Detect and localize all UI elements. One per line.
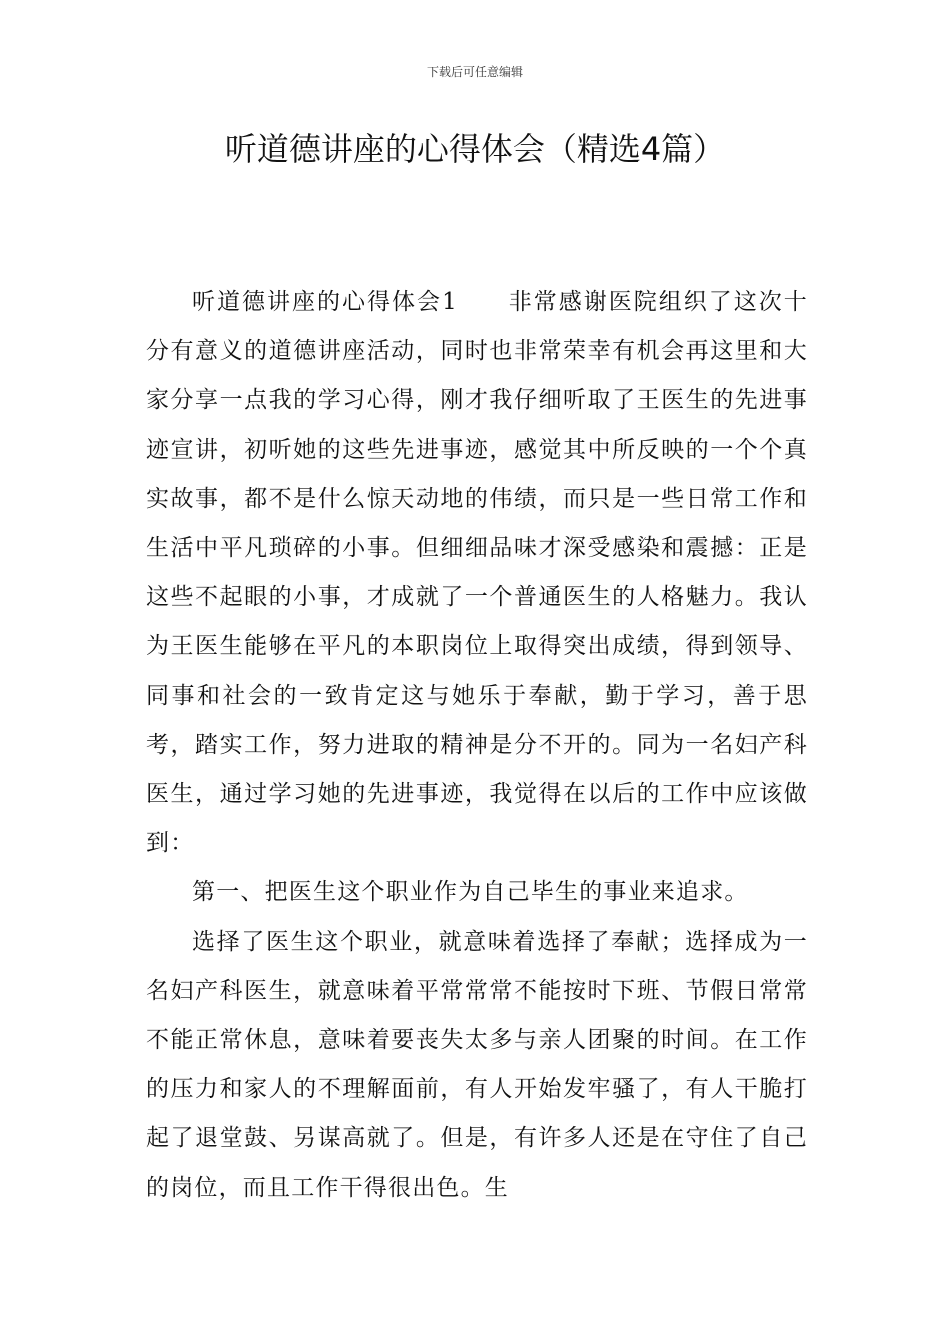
paragraph-1: 听道德讲座的心得体会1 非常感谢医院组织了这次十分有意义的道德讲座活动，同时也非常荣幸有机会再这里和大家分享一点我的学习心得，刚才我仔细听取了王医生的先进事迹宣讲，初听她的这些先进事迹，感觉其中所反映的一个个真实故事，都不是什么惊天动地的伟绩，而只是一些日常工作和生活中平凡琐碎的小事。但细细品味才深受感染和震撼：正是这些不起眼的小事，才成就了一个普通医生的人格魅力。我认为王医生能够在平凡的本职岗位上取得突出成绩，得到领导、同事和社会的一致肯定这与她乐于奉献，勤于学习，善于思考，踏实工作，努力进取的精神是分不开的。同为一名妇产科医生，通过学习她的先进事迹，我觉得在以后的工作中应该做到：	[146, 289, 808, 857]
paragraph-3: 选择了医生这个职业，就意味着选择了奉献；选择成为一名妇产科医生，就意味着平常常常不能按时下班、节假日常常不能正常休息，意味着要丧失太多与亲人团聚的时间。在工作的压力和家人的不理解面前，有人开始发牢骚了，有人干脆打起了退堂鼓、另谋高就了。但是，有许多人还是在守住了自己的岗位，而且工作干得很出色。生	[146, 928, 808, 1201]
page-title: 听道德讲座的心得体会（精选4篇）	[224, 130, 726, 168]
header-note: 下载后可任意编辑	[426, 65, 523, 79]
paragraph-2: 第一、把医生这个职业作为自己毕生的事业来追求。	[192, 879, 749, 906]
document-body	[146, 278, 808, 1213]
